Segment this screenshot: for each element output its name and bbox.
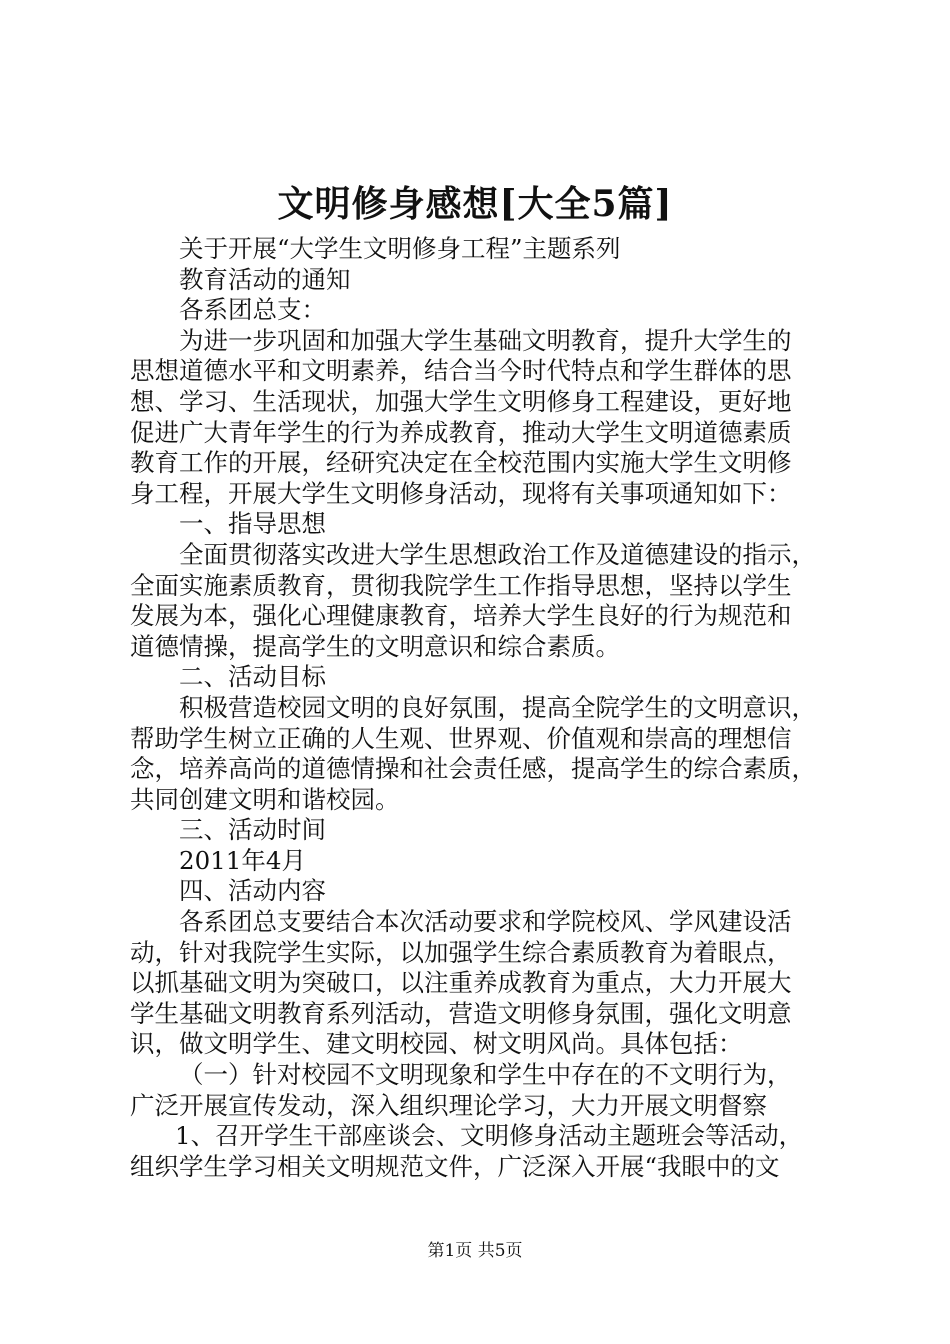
- text-line: 广泛开展宣传发动，深入组织理论学习，大力开展文明督察: [130, 1090, 767, 1120]
- text-line: 学生基础文明教育系列活动，营造文明修身氛围，强化文明意: [130, 998, 792, 1028]
- text-line: 为进一步巩固和加强大学生基础文明教育，提升大学生的: [179, 325, 792, 355]
- text-line: 教育工作的开展，经研究决定在全校范围内实施大学生文明修: [130, 448, 792, 478]
- text-line: 发展为本，强化心理健康教育，培养大学生良好的行为规范和: [130, 601, 792, 631]
- text-line: 念，培养高尚的道德情操和社会责任感，提高学生的综合素质，: [130, 754, 816, 784]
- text-line: 三、活动时间: [179, 815, 326, 845]
- text-line: 各系团总支要结合本次活动要求和学院校风、学风建设活: [179, 907, 792, 937]
- text-line: 识，做文明学生、建文明校园、树文明风尚。具体包括：: [130, 1029, 743, 1059]
- text-line: 积极营造校园文明的良好氛围，提高全院学生的文明意识，: [179, 692, 816, 722]
- document-title: 文明修身感想[大全5篇]: [277, 183, 673, 225]
- text-line: 四、活动内容: [179, 876, 326, 906]
- text-line: 教育活动的通知: [179, 264, 351, 294]
- text-line: 以抓基础文明为突破口，以注重养成教育为重点，大力开展大: [130, 968, 792, 998]
- text-line: （一）针对校园不文明现象和学生中存在的不文明行为，: [179, 1060, 792, 1090]
- text-line: 动，针对我院学生实际，以加强学生综合素质教育为着眼点，: [130, 937, 792, 967]
- text-line: 共同创建文明和谐校园。: [130, 784, 400, 814]
- document-body: [130, 234, 830, 1182]
- text-line: 身工程，开展大学生文明修身活动，现将有关事项通知如下：: [130, 478, 792, 508]
- text-line: 帮助学生树立正确的人生观、世界观、价值观和崇高的理想信: [130, 723, 792, 753]
- text-line: 全面实施素质教育，贯彻我院学生工作指导思想，坚持以学生: [130, 570, 792, 600]
- page-footer: 第1页 共5页: [427, 1241, 523, 1261]
- text-line: 2011年4月: [179, 845, 306, 875]
- text-line: 促进广大青年学生的行为养成教育，推动大学生文明道德素质: [130, 417, 792, 447]
- text-line: 各系团总支：: [179, 295, 326, 325]
- text-line: 思想道德水平和文明素养，结合当今时代特点和学生群体的思: [130, 356, 792, 386]
- text-line: 二、活动目标: [179, 662, 326, 692]
- text-line: 道德情操，提高学生的文明意识和综合素质。: [130, 631, 620, 661]
- text-line: 一、指导思想: [179, 509, 326, 539]
- text-line: 组织学生学习相关文明规范文件，广泛深入开展“我眼中的文: [130, 1151, 780, 1181]
- text-line: 全面贯彻落实改进大学生思想政治工作及道德建设的指示，: [179, 539, 816, 569]
- text-line: 想、学习、生活现状，加强大学生文明修身工程建设，更好地: [130, 386, 792, 416]
- text-line: 关于开展“大学生文明修身工程”主题系列: [179, 234, 621, 263]
- text-line: 1、召开学生干部座谈会、文明修身活动主题班会等活动，: [175, 1121, 804, 1151]
